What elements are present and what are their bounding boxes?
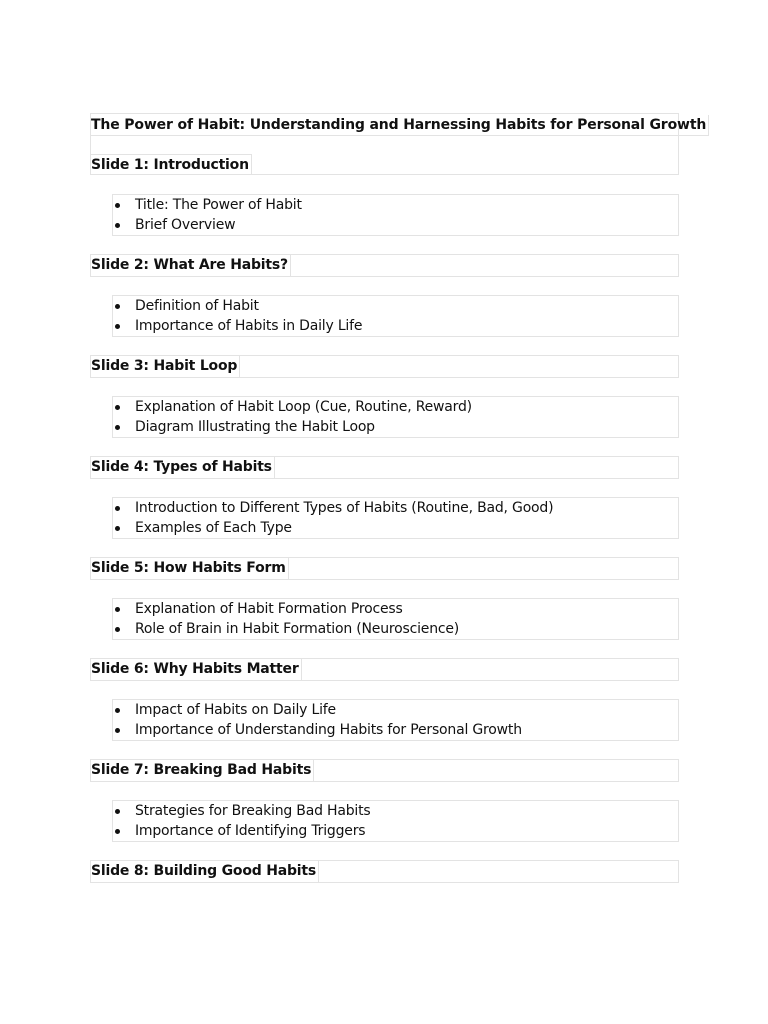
list-item: Introduction to Different Types of Habits (Routine, Bad, Good) [113, 498, 678, 518]
list-item: Brief Overview [113, 215, 678, 235]
slide-4-heading-row [90, 456, 679, 479]
bullet-icon [115, 627, 120, 632]
list-item: Examples of Each Type [113, 518, 678, 538]
slide-6-heading: Slide 6: Why Habits Matter [91, 659, 302, 680]
bullet-icon [115, 506, 120, 511]
list-item: Importance of Identifying Triggers [113, 821, 678, 841]
slide-3-bullets [112, 396, 679, 438]
slide-5-heading: Slide 5: How Habits Form [91, 558, 289, 579]
bullet-icon [115, 405, 120, 410]
bullet-icon [115, 526, 120, 531]
slide-7-heading: Slide 7: Breaking Bad Habits [91, 760, 314, 781]
slide-8-heading-row [90, 860, 679, 883]
title-block [90, 113, 707, 175]
list-item: Explanation of Habit Loop (Cue, Routine, Reward) [113, 397, 678, 417]
bullet-icon [115, 203, 120, 208]
bullet-icon [115, 324, 120, 329]
list-item: Diagram Illustrating the Habit Loop [113, 417, 678, 437]
bullet-icon [115, 708, 120, 713]
slide-4-bullets [112, 497, 679, 539]
slide-1-heading: Slide 1: Introduction [91, 154, 252, 175]
slide-6-bullets [112, 699, 679, 741]
slide-3-heading: Slide 3: Habit Loop [91, 356, 240, 377]
bullet-icon [115, 607, 120, 612]
bullet-icon [115, 223, 120, 228]
document-page [90, 113, 707, 883]
slide-1-bullets [112, 194, 679, 236]
slide-2-heading-row [90, 254, 679, 277]
list-item: Explanation of Habit Formation Process [113, 599, 678, 619]
bullet-icon [115, 304, 120, 309]
document-title: The Power of Habit: Understanding and Harnessing Habits for Personal Growth [91, 115, 709, 136]
slide-2-bullets [112, 295, 679, 337]
list-item: Title: The Power of Habit [113, 195, 678, 215]
list-item: Definition of Habit [113, 296, 678, 316]
bullet-icon [115, 425, 120, 430]
slide-5-heading-row [90, 557, 679, 580]
list-item: Impact of Habits on Daily Life [113, 700, 678, 720]
list-item: Importance of Understanding Habits for Personal Growth [113, 720, 678, 740]
slide-8-heading: Slide 8: Building Good Habits [91, 861, 319, 882]
slide-2-heading: Slide 2: What Are Habits? [91, 255, 291, 276]
slide-7-bullets [112, 800, 679, 842]
slide-5-bullets [112, 598, 679, 640]
list-item: Strategies for Breaking Bad Habits [113, 801, 678, 821]
list-item: Role of Brain in Habit Formation (Neuroscience) [113, 619, 678, 639]
bullet-icon [115, 829, 120, 834]
list-item: Importance of Habits in Daily Life [113, 316, 678, 336]
slide-6-heading-row [90, 658, 679, 681]
bullet-icon [115, 728, 120, 733]
slide-7-heading-row [90, 759, 679, 782]
bullet-icon [115, 809, 120, 814]
slide-4-heading: Slide 4: Types of Habits [91, 457, 275, 478]
slide-3-heading-row [90, 355, 679, 378]
